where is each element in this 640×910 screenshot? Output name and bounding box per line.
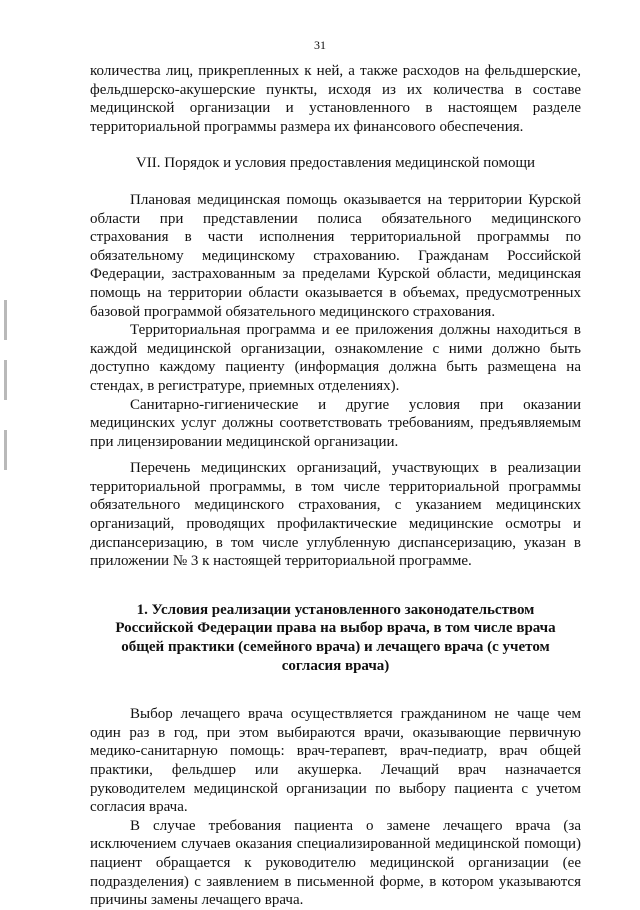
body-paragraph: Выбор лечащего врача осуществляется гражданином не чаще чем один раз в год, при этом выбираются врачи, оказывающие первичную медико-санитарную помощь: врач-терапевт, врач-педиатр, врач общей практики, фельдшер или акушерка. Лечащий врач назначается руководителем медицинской организации по выбору пациента с учетом согласия врача. <box>90 706 581 816</box>
scan-margin-mark <box>4 430 7 470</box>
subsection-title: 1. Условия реализации установленного законодательством Российской Федерации права на выбор врача, в том числе врача общей практики (семейного врача) и лечащего врача (с учетом согласия врача) <box>115 601 556 674</box>
section-title: VII. Порядок и условия предоставления медицинской помощи <box>135 155 536 172</box>
scan-margin-mark <box>4 360 7 400</box>
body-paragraph: В случае требования пациента о замене лечащего врача (за исключением случаев оказания специализированной медицинской помощи) пациент обращается к руководителю медицинской организации (ее подразделения) с заявлением в письменной форме, в котором указываются причины замены лечащего врача. <box>90 817 581 909</box>
page-number: 31 <box>314 38 326 52</box>
continuation-paragraph: количества лиц, прикрепленных к ней, а также расходов на фельдшерские, фельдшерско-акушерские пункты, исходя из их количества в составе медицинской организации и установленного в настоящем разделе территориальной программы размера их финансового обеспечения. <box>90 63 581 135</box>
scan-margin-mark <box>4 300 7 340</box>
body-paragraph: Территориальная программа и ее приложения должны находиться в каждой медицинской организации, ознакомление с ними должно быть доступно каждому пациенту (информация должна быть размещена на стендах, в регистратуре, приемных отделениях). <box>90 322 581 394</box>
body-paragraph: Плановая медицинская помощь оказывается на территории Курской области при представлении полиса обязательного медицинского страхования в части исполнения территориальной программы по обязательному медицинскому страхованию. Гражданам Российской Федерации, застрахованным за пределами Курской области, медицинская помощь на территории области оказывается в объемах, предусмотренных базовой программой обязательного медицинского страхования. <box>90 191 581 320</box>
document-body <box>90 62 581 910</box>
body-paragraph: Санитарно-гигиенические и другие условия при оказании медицинских услуг должны соответствовать требованиям, предъявляемым при лицензировании медицинской организации. <box>90 396 581 450</box>
body-paragraph: Перечень медицинских организаций, участвующих в реализации территориальной программы, в том числе территориальной программы обязательного медицинского страхования, с указанием медицинских организаций, проводящих профилактические медицинские осмотры и диспансеризацию, в том числе углубленную диспансеризацию, указан в приложении № 3 к настоящей территориальной программе. <box>90 460 581 570</box>
